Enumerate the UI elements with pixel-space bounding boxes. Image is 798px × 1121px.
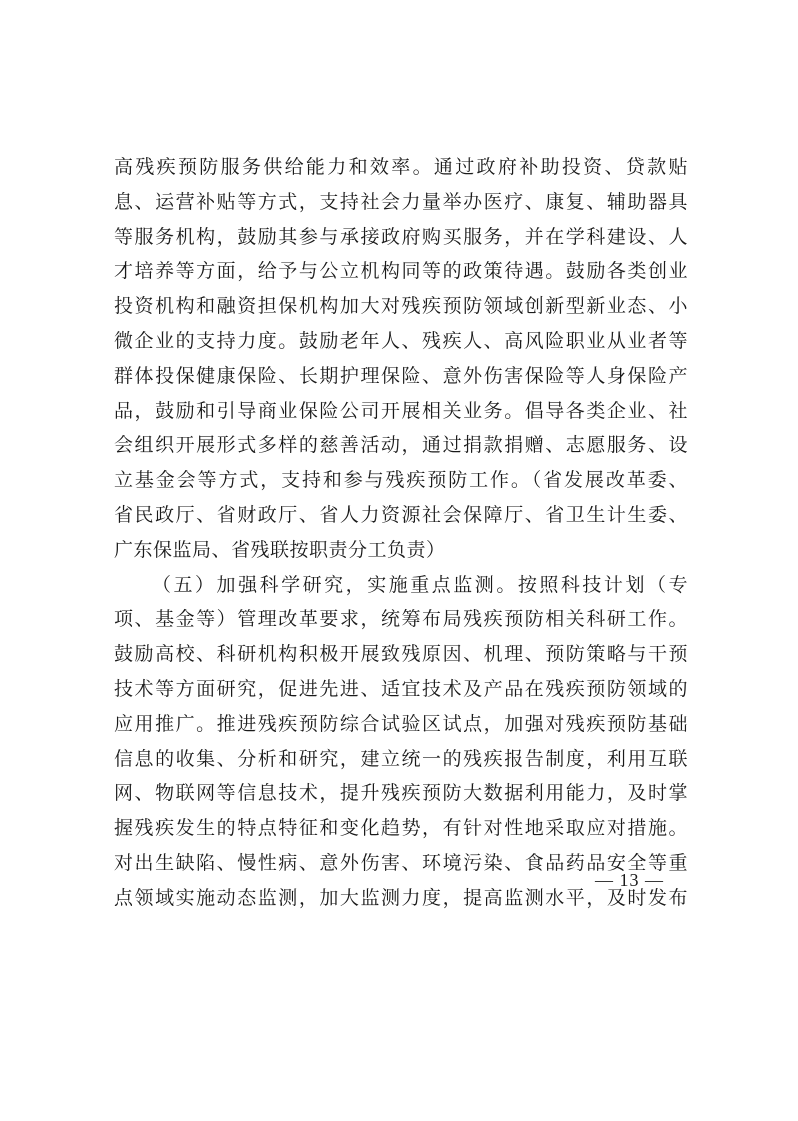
text-line: 投资机构和融资担保机构加大对残疾预防领域创新型新业态、小 (114, 295, 688, 318)
text-line: 项、基金等）管理改革要求，统筹布局残疾预防相关科研工作。 (114, 608, 688, 631)
text-line: 省民政厅、省财政厅、省人力资源社会保障厅、省卫生计生委、 (114, 503, 688, 526)
text-line: 微企业的支持力度。鼓励老年人、残疾人、高风险职业从业者等 (114, 329, 688, 352)
page-number: — 13 — (595, 870, 664, 890)
text-line: 等服务机构，鼓励其参与承接政府购买服务，并在学科建设、人 (114, 225, 688, 248)
text-line: 网、物联网等信息技术，提升残疾预防大数据利用能力，及时掌 (114, 782, 688, 805)
text-line: 应用推广。推进残疾预防综合试验区试点，加强对残疾预防基础 (114, 712, 688, 735)
text-line: 高残疾预防服务供给能力和效率。通过政府补助投资、贷款贴 (114, 156, 688, 178)
body-text (114, 150, 688, 916)
section-heading-line: （五）加强科学研究，实施重点监测。按照科技计划（专 (152, 573, 688, 596)
text-line: 对出生缺陷、慢性病、意外伤害、环境污染、食品药品安全等重 (114, 851, 688, 874)
text-line: 点领域实施动态监测，加大监测力度，提高监测水平，及时发布 (114, 886, 688, 909)
text-line: 广东保监局、省残联按职责分工负责） (114, 538, 446, 561)
text-line: 技术等方面研究，促进先进、适宜技术及产品在残疾预防领域的 (114, 677, 688, 700)
text-line: 会组织开展形式多样的慈善活动，通过捐款捐赠、志愿服务、设 (114, 434, 688, 457)
text-line: 息、运营补贴等方式，支持社会力量举办医疗、康复、辅助器具 (114, 190, 688, 213)
text-line: 握残疾发生的特点特征和变化趋势，有针对性地采取应对措施。 (114, 817, 688, 840)
text-line: 才培养等方面，给予与公立机构同等的政策待遇。鼓励各类创业 (114, 260, 688, 283)
text-line: 鼓励高校、科研机构积极开展致残原因、机理、预防策略与干预 (114, 643, 688, 666)
text-line: 群体投保健康保险、长期护理保险、意外伤害保险等人身保险产 (114, 364, 688, 387)
text-line: 信息的收集、分析和研究，建立统一的残疾报告制度，利用互联 (114, 747, 688, 770)
text-line: 品，鼓励和引导商业保险公司开展相关业务。倡导各类企业、社 (114, 399, 688, 422)
text-line: 立基金会等方式，支持和参与残疾预防工作。（省发展改革委、 (114, 469, 688, 492)
